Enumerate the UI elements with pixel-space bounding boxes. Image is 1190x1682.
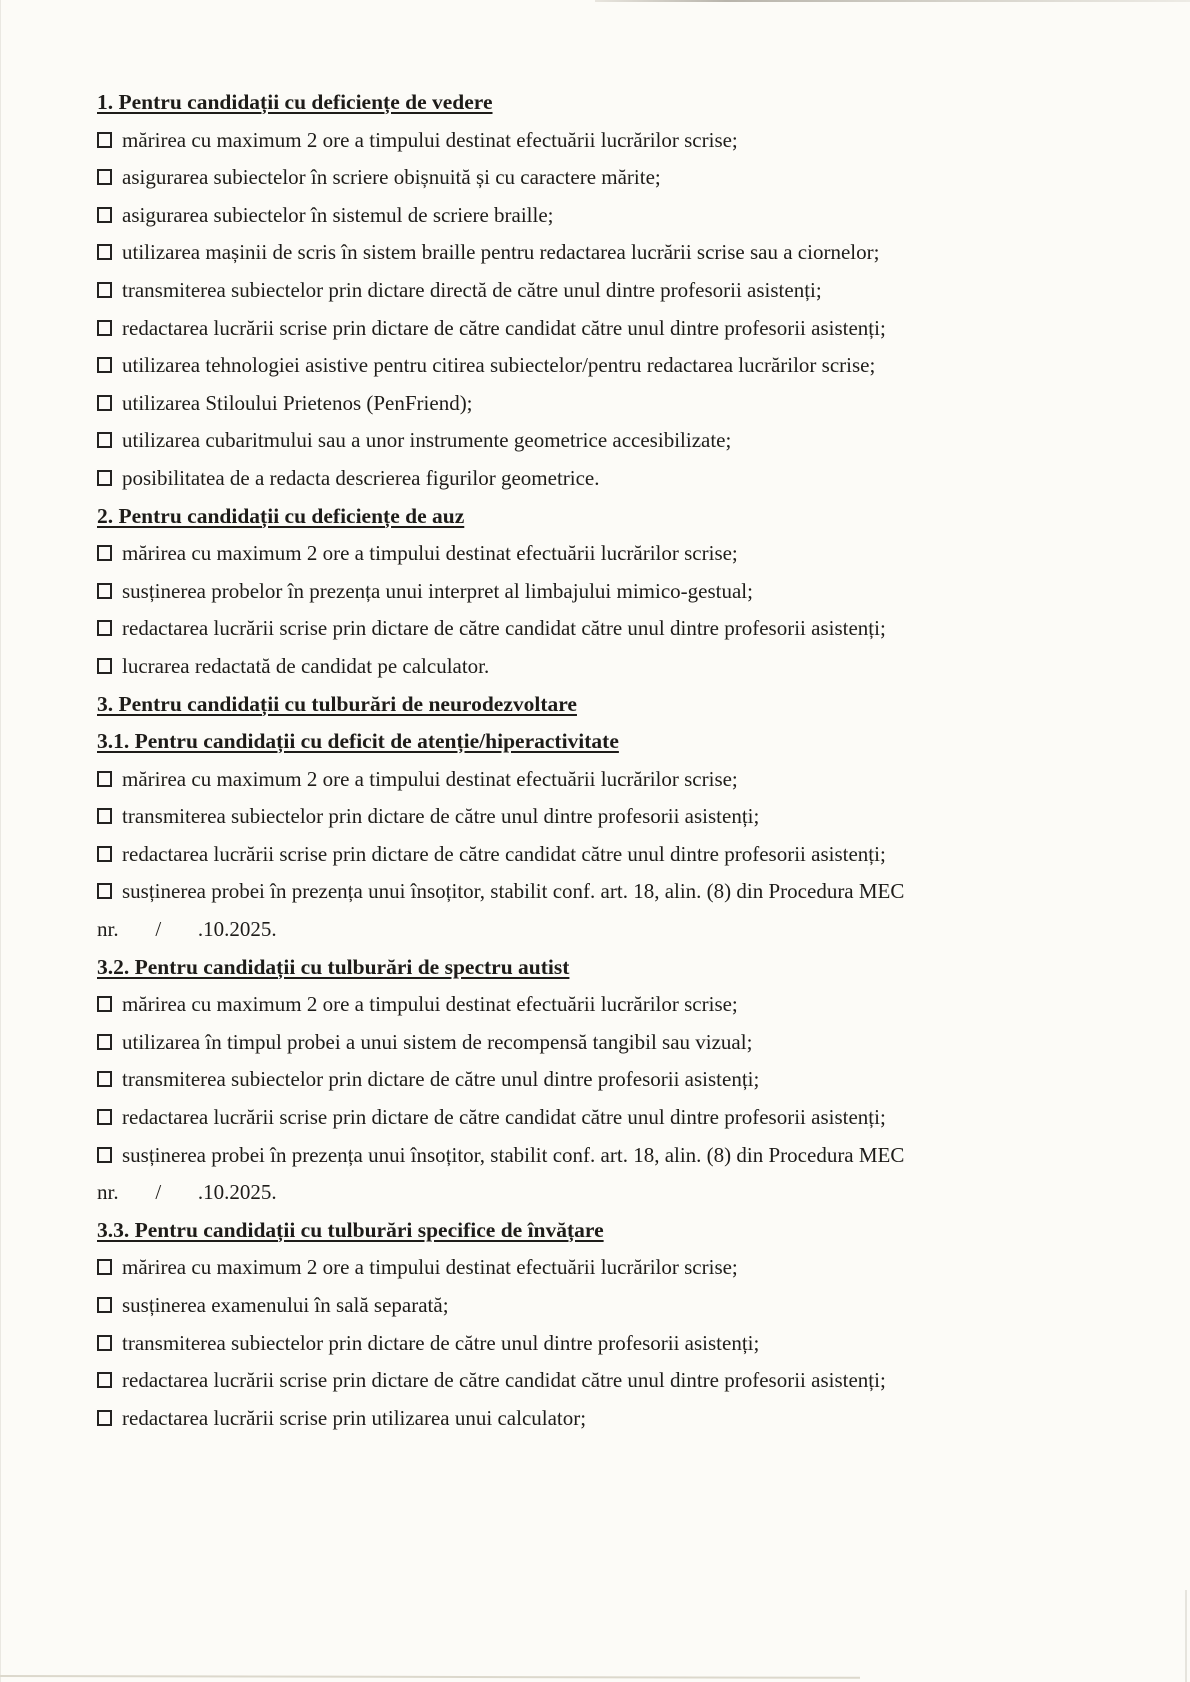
checkbox-icon [97,470,112,486]
checkbox-icon [97,846,112,862]
scan-artifact-right-edge [1185,1590,1187,1682]
checklist-item [97,1362,1109,1400]
checkbox-icon [97,808,112,824]
checklist-item [97,610,1109,648]
checklist-item [97,422,1109,460]
checkbox-icon [97,996,112,1012]
checklist-item [97,535,1109,573]
item-text: redactarea lucrării scrise prin dictare de către candidat către unul dintre profesorii asistenți; [122,1368,886,1393]
checklist-item [97,573,1109,611]
item-text: transmiterea subiectelor prin dictare de către unul dintre profesorii asistenți; [122,804,760,829]
checkbox-icon [97,395,112,411]
checklist-item [97,1137,1109,1175]
item-text: utilizarea Stiloului Prietenos (PenFriend); [122,390,473,415]
item-text: susținerea probei în prezența unui însoțitor, stabilit conf. art. 18, alin. (8) din Procedura MEC [122,879,905,904]
checkbox-icon [97,545,112,561]
scan-artifact-top-edge [595,0,1190,2]
item-text: redactarea lucrării scrise prin dictare de către candidat către unul dintre profesorii asistenți; [122,616,886,641]
item-text: asigurarea subiectelor în sistemul de scriere braille; [122,202,554,227]
section-heading: 1. Pentru candidații cu deficiențe de vedere [97,90,493,114]
checkbox-icon [97,282,112,298]
item-text: transmiterea subiectelor prin dictare de către unul dintre profesorii asistenți; [122,1067,760,1092]
checklist-item [97,1287,1109,1325]
checkbox-icon [97,207,112,223]
item-text: utilizarea cubaritmului sau a unor instrumente geometrice accesibilizate; [122,428,732,453]
checkbox-icon [97,1147,112,1163]
section-heading: 3.3. Pentru candidații cu tulburări specifice de învățare [97,1217,604,1242]
item-text: redactarea lucrării scrise prin dictare de către candidat către unul dintre profesorii asistenți; [122,315,886,340]
checkbox-icon [97,432,112,448]
section-heading: 3.2. Pentru candidații cu tulburări de spectru autist [97,954,570,979]
checklist-item [97,1061,1109,1099]
checklist-item [97,272,1109,310]
checkbox-icon [97,620,112,636]
checkbox-icon [97,357,112,373]
checklist-item [97,460,1109,498]
item-text: transmiterea subiectelor prin dictare de către unul dintre profesorii asistenți; [122,1330,760,1355]
checkbox-icon [97,132,112,148]
checkbox-icon [97,1034,112,1050]
checkbox-icon [97,1410,112,1426]
item-text: redactarea lucrării scrise prin utilizarea unui calculator; [122,1405,587,1430]
checkbox-icon [97,1335,112,1351]
checkbox-icon [97,320,112,336]
checklist-item [97,986,1109,1024]
document-body [97,84,1109,1437]
item-continuation-line: nr. / .10.2025. [97,1180,277,1205]
checklist-item [97,197,1109,235]
item-text: mărirea cu maximum 2 ore a timpului destinat efectuării lucrărilor scrise; [122,766,738,791]
item-continuation-line: nr. / .10.2025. [97,917,277,942]
checklist-item [97,798,1109,836]
checkbox-icon [97,883,112,899]
item-text: utilizarea în timpul probei a unui sistem de recompensă tangibil sau vizual; [122,1029,753,1054]
checklist-item [97,648,1109,686]
item-text: mărirea cu maximum 2 ore a timpului destinat efectuării lucrărilor scrise; [122,1255,738,1280]
checklist-item [97,385,1109,423]
checkbox-icon [97,169,112,185]
checkbox-icon [97,1372,112,1388]
section-heading: 3.1. Pentru candidații cu deficit de atenție/hiperactivitate [97,729,619,754]
item-text: mărirea cu maximum 2 ore a timpului destinat efectuării lucrărilor scrise; [122,541,738,566]
checklist-item [97,159,1109,197]
checkbox-icon [97,771,112,787]
checkbox-icon [97,1259,112,1275]
checklist-item [97,761,1109,799]
checkbox-icon [97,658,112,674]
checklist-item [97,1099,1109,1137]
checklist-item [97,310,1109,348]
item-text: mărirea cu maximum 2 ore a timpului destinat efectuării lucrărilor scrise; [122,992,738,1017]
item-text: lucrarea redactată de candidat pe calculator. [122,653,490,678]
scan-artifact-left-edge [0,0,1,1682]
checkbox-icon [97,583,112,599]
checkbox-icon [97,244,112,260]
item-text: utilizarea mașinii de scris în sistem braille pentru redactarea lucrării scrise sau a ciornelor; [122,240,880,265]
checklist-item [97,836,1109,874]
item-text: mărirea cu maximum 2 ore a timpului destinat efectuării lucrărilor scrise; [122,127,738,152]
item-text: susținerea examenului în sală separată; [122,1293,449,1317]
item-text: asigurarea subiectelor în scriere obișnuită și cu caractere mărite; [122,165,661,190]
checklist-item [97,873,1109,911]
section-heading: 3. Pentru candidații cu tulburări de neurodezvoltare [97,691,577,716]
checklist-item [97,234,1109,272]
scan-artifact-bottom-edge [0,1675,860,1679]
item-text: utilizarea tehnologiei asistive pentru citirea subiectelor/pentru redactarea lucrărilor scrise; [122,353,876,378]
checklist-item [97,347,1109,385]
item-text: transmiterea subiectelor prin dictare directă de către unul dintre profesorii asistenți; [122,277,822,302]
checkbox-icon [97,1071,112,1087]
item-text: susținerea probei în prezența unui însoțitor, stabilit conf. art. 18, alin. (8) din Procedura MEC [122,1142,905,1167]
item-text: redactarea lucrării scrise prin dictare de către candidat către unul dintre profesorii asistenți; [122,1105,886,1130]
item-text: redactarea lucrării scrise prin dictare de către candidat către unul dintre profesorii asistenți; [122,841,886,866]
item-text: susținerea probelor în prezența unui interpret al limbajului mimico-gestual; [122,578,753,603]
checkbox-icon [97,1109,112,1125]
checklist-item [97,1400,1109,1438]
item-text: posibilitatea de a redacta descrierea figurilor geometrice. [122,465,600,490]
checklist-item [97,122,1109,160]
checklist-item [97,1249,1109,1287]
checkbox-icon [97,1297,112,1313]
checklist-item [97,1325,1109,1363]
checklist-item [97,1024,1109,1062]
section-heading: 2. Pentru candidații cu deficiențe de auz [97,503,465,528]
